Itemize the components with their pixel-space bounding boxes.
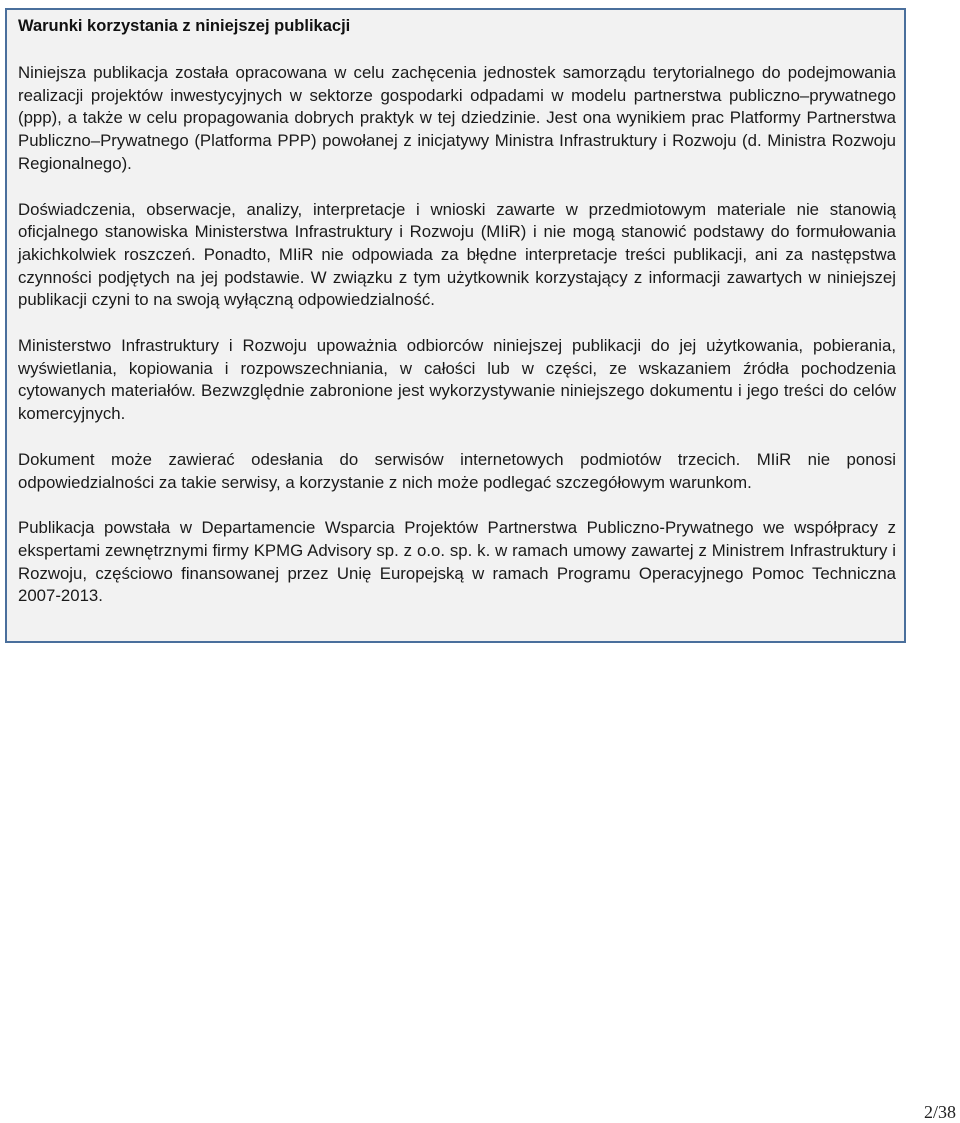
- terms-of-use-title: Warunki korzystania z niniejszej publikacji: [18, 17, 351, 35]
- paragraph-disclaimer: Doświadczenia, obserwacje, analizy, interpretacje i wnioski zawarte w przedmiotowym materiale nie stanowią oficjalnego stanowiska Ministerstwa Infrastruktury i Rozwoju (MIiR) i nie mogą stanowić podstawy do formułowania jakichkolwiek roszczeń. Ponadto, MIiR nie odpowiada za błędne interpretacje treści publikacji, ani za następstwa czynności podjętych na jej podstawie. W związku z tym użytkownik korzystający z informacji zawartych w niniejszej publikacji czyni to na swoją wyłączną odpowiedzialność.: [18, 199, 896, 310]
- terms-of-use-content: [7, 10, 904, 608]
- paragraph-purpose: Niniejsza publikacja została opracowana w celu zachęcenia jednostek samorządu terytorialnego do podejmowania realizacji projektów inwestycyjnych w sektorze gospodarki odpadami w modelu partnerstwa publiczno–prywatnego (ppp), a także w celu propagowania dobrych praktyk w tej dziedzinie. Jest ona wynikiem prac Platformy Partnerstwa Publiczno–Prywatnego (Platforma PPP) powołanej z inicjatywy Ministra Infrastruktury i Rozwoju (d. Ministra Rozwoju Regionalnego).: [18, 63, 896, 173]
- paragraph-external-links: Dokument może zawierać odesłania do serwisów internetowych podmiotów trzecich. MIiR nie ponosi odpowiedzialności za takie serwisy, a korzystanie z nich może podlegać szczegółowym warunkom.: [18, 449, 896, 492]
- terms-of-use-box: [5, 8, 906, 643]
- page-number: 2/38: [923, 1102, 956, 1122]
- paragraph-license: Ministerstwo Infrastruktury i Rozwoju upoważnia odbiorców niniejszej publikacji do jej użytkowania, pobierania, wyświetlania, kopiowania i rozpowszechniania, w całości lub w części, ze wskazaniem źródła pochodzenia cytowanych materiałów. Bezwzględnie zabronione jest wykorzystywanie niniejszego dokumentu i jego treści do celów komercyjnych.: [18, 336, 896, 424]
- paragraph-authorship: Publikacja powstała w Departamencie Wsparcia Projektów Partnerstwa Publiczno-Prywatnego we współpracy z ekspertami zewnętrznymi firmy KPMG Advisory sp. z o.o. sp. k. w ramach umowy zawartej z Ministrem Infrastruktury i Rozwoju, częściowo finansowanej przez Unię Europejską w ramach Programu Operacyjnego Pomoc Techniczna 2007-2013.: [18, 518, 896, 606]
